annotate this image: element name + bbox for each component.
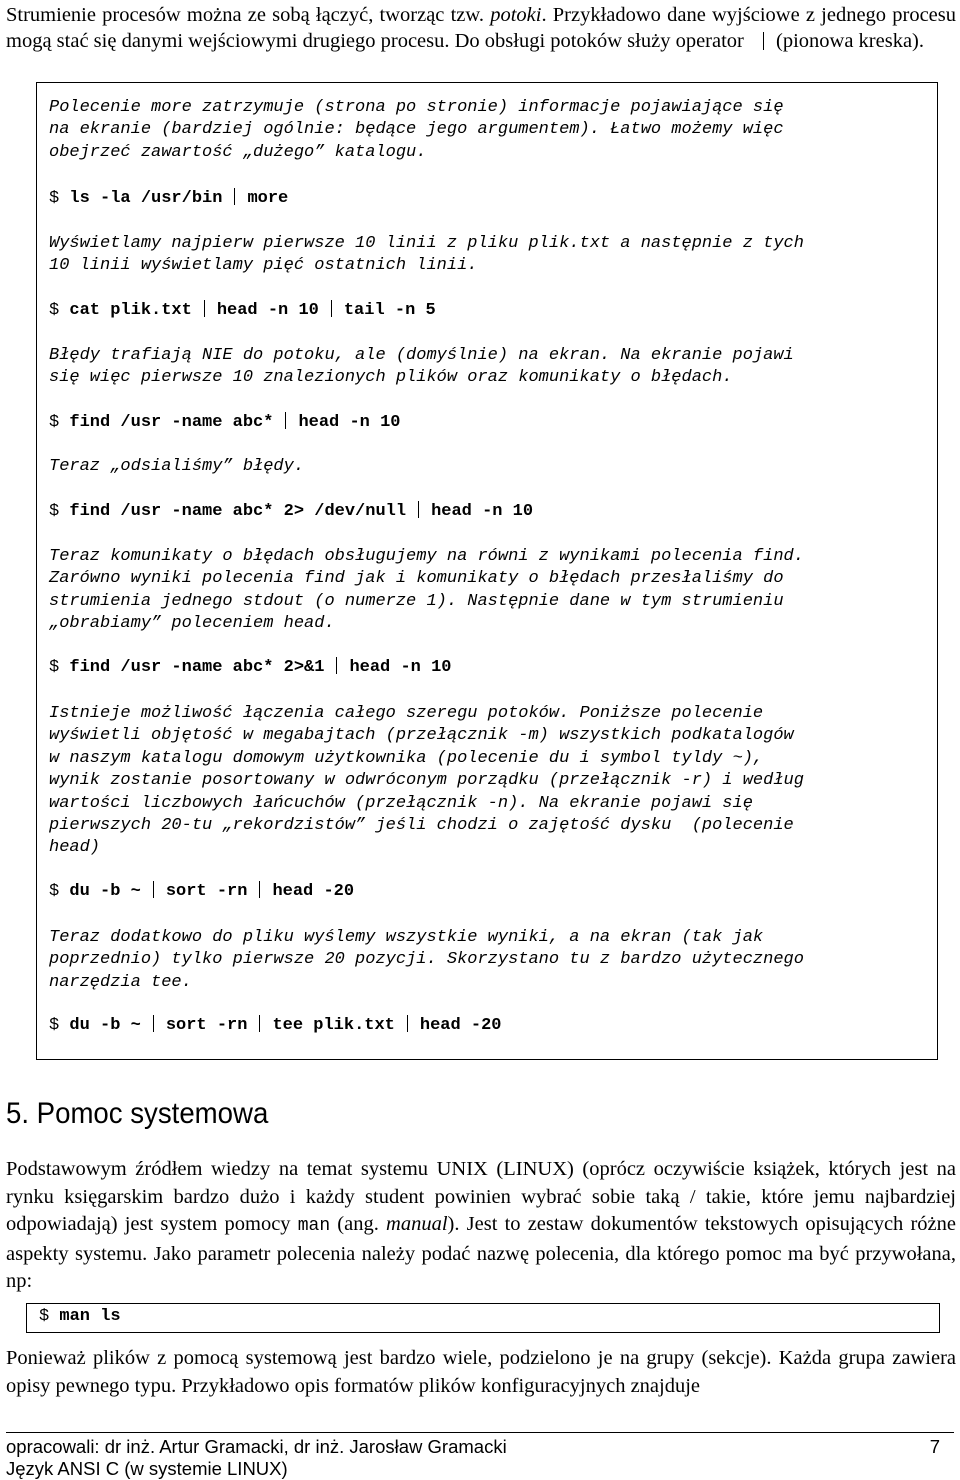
- command-segment: more: [247, 189, 289, 208]
- footer-page-number: 7: [929, 1436, 940, 1457]
- example-command: [49, 1015, 929, 1037]
- pipe-symbol: [204, 300, 205, 317]
- pipe-symbol: [234, 188, 235, 205]
- command-segment: head -n 10: [349, 658, 452, 677]
- section-paragraph: Podstawowym źródłem wiedzy na temat systemu UNIX (LINUX) (oprócz oczywiście książek, których jest na rynku księgarskim bardzo dużo i każdy student powinien wybrać sobie taką / takie, które jemu najbardziej odpowiadają) jest system pomocy man (ang. manual). Jest to zestaw dokumentów tekstowych opisujących różne aspekty systemu. Jako parametr polecenia należy podać nazwę polecenia, dla którego pomoc ma być przywołana, np:: [6, 1158, 957, 1292]
- footer-title: Język ANSI C (w systemie LINUX): [6, 1458, 288, 1479]
- pipe-symbol: [763, 32, 764, 50]
- inline-code: man: [297, 1216, 331, 1236]
- command-segment: tee plik.txt: [272, 1016, 395, 1035]
- command-segment: sort -rn: [165, 882, 248, 901]
- footer-authors: opracowali: dr inż. Artur Gramacki, dr inż. Jarosław Gramacki: [6, 1436, 507, 1457]
- intro-text: . Przykładowo dane wyjściowe z jednego procesu mogą stać się danymi wejściowymi drugiego procesu. Do obsługi potoków służy operator: [6, 4, 956, 52]
- intro-text: (pionowa kreska).: [776, 30, 925, 52]
- command-segment: cat plik.txt: [69, 301, 192, 320]
- example-command: [49, 300, 929, 322]
- pipe-symbol: [418, 501, 419, 518]
- command-segment: sort -rn: [165, 1016, 248, 1035]
- command-segment: ls -la /usr/bin: [69, 189, 223, 208]
- command-segment: find /usr -name abc*: [69, 413, 274, 432]
- shell-prompt: $: [49, 882, 60, 901]
- command-segment: head -20: [419, 1016, 502, 1035]
- command-segment: tail -n 5: [343, 301, 436, 320]
- example-description: Polecenie more zatrzymuje (strona po stronie) informacje pojawiające się na ekranie (bardziej ogólnie: będące jego argumentem). Łatwo możemy więc obejrzeć zawartość „dużego” katalogu.: [49, 98, 784, 162]
- example-command: [49, 188, 929, 210]
- example-description: Teraz dodatkowo do pliku wyślemy wszystkie wyniki, a na ekran (tak jak poprzednio) tylko pierwsze 20 pozycji. Skorzystano tu z bardzo użytecznego narzędzia tee.: [49, 928, 804, 992]
- example-command: [49, 657, 929, 679]
- shell-prompt: $: [49, 658, 60, 677]
- example-command: [49, 412, 929, 434]
- intro-paragraph: [6, 2, 956, 54]
- pipe-symbol: [336, 657, 337, 674]
- pipe-symbol: [331, 300, 332, 317]
- example-description: Błędy trafiają NIE do potoku, ale (domyślnie) na ekran. Na ekranie pojawi się więc pierwsze 10 znalezionych plików oraz komunikaty o błędach.: [49, 346, 794, 388]
- section-paragraph-2: Ponieważ plików z pomocą systemową jest bardzo wiele, podzielono je na grupy (sekcje). Każda grupa zawiera opisy pewnego typu. Przykładowo opis formatów plików konfiguracyjnych znajduje: [6, 1347, 956, 1397]
- examples-box: [36, 82, 938, 1060]
- pipe-symbol: [285, 412, 286, 429]
- command-segment: find /usr -name abc* 2>&1: [69, 658, 325, 677]
- shell-prompt: $: [49, 301, 60, 320]
- shell-prompt: $: [49, 189, 60, 208]
- man-command-line: [39, 1306, 919, 1328]
- pipe-symbol: [259, 881, 260, 898]
- pipe-symbol: [259, 1015, 260, 1032]
- section-title: 5. Pomoc systemowa: [6, 1097, 269, 1130]
- shell-prompt: $: [49, 1016, 60, 1035]
- footer-divider: [6, 1432, 954, 1433]
- intro-text: Strumienie procesów można ze sobą łączyć, tworząc tzw.: [6, 4, 491, 26]
- inline-term: manual: [386, 1213, 448, 1235]
- example-description: Teraz komunikaty o błędach obsługujemy na równi z wynikami polecenia find. Zarówno wyniki polecenia find jak i komunikaty o błędach przesłaliśmy do strumienia jednego stdout (o numerze 1). Następnie dane w tym strumieniu „obrabiamy” poleceniem head.: [49, 547, 804, 634]
- command-segment: head -n 10: [298, 413, 401, 432]
- shell-prompt: $: [39, 1307, 50, 1326]
- example-description: Wyświetlamy najpierw pierwsze 10 linii z pliku plik.txt a następnie z tych 10 linii wyświetlamy pięć ostatnich linii.: [49, 234, 804, 276]
- command-segment: find /usr -name abc* 2> /dev/null: [69, 502, 407, 521]
- intro-term: potoki: [490, 4, 542, 26]
- command-segment: du -b ~: [69, 1016, 141, 1035]
- example-description: Istnieje możliwość łączenia całego szeregu potoków. Poniższe polecenie wyświetli objętość w megabajtach (przełącznik -m) wszystkich podkatalogów w naszym katalogu domowym użytkownika (polecenie du i symbol tyldy ~), wynik zostanie posortowany w odwróconym porządku (przełącznik -r) i według wartości liczbowych łańcuchów (przełącznik -n). Na ekranie pojawi się pierwszych 20-tu „rekordzistów” jeśli chodzi o zajętość dysku (polecenie head): [49, 704, 804, 858]
- shell-prompt: $: [49, 502, 60, 521]
- man-command-box: [26, 1303, 940, 1333]
- pipe-symbol: [153, 1015, 154, 1032]
- example-description: Teraz „odsialiśmy” błędy.: [49, 457, 305, 476]
- command-text: man ls: [59, 1307, 121, 1326]
- example-command: [49, 501, 929, 523]
- pipe-symbol: [407, 1015, 408, 1032]
- command-segment: head -n 10: [431, 502, 534, 521]
- command-segment: du -b ~: [69, 882, 141, 901]
- shell-prompt: $: [49, 413, 60, 432]
- command-segment: head -20: [272, 882, 355, 901]
- example-command: [49, 881, 929, 903]
- pipe-symbol: [153, 881, 154, 898]
- command-segment: head -n 10: [216, 301, 319, 320]
